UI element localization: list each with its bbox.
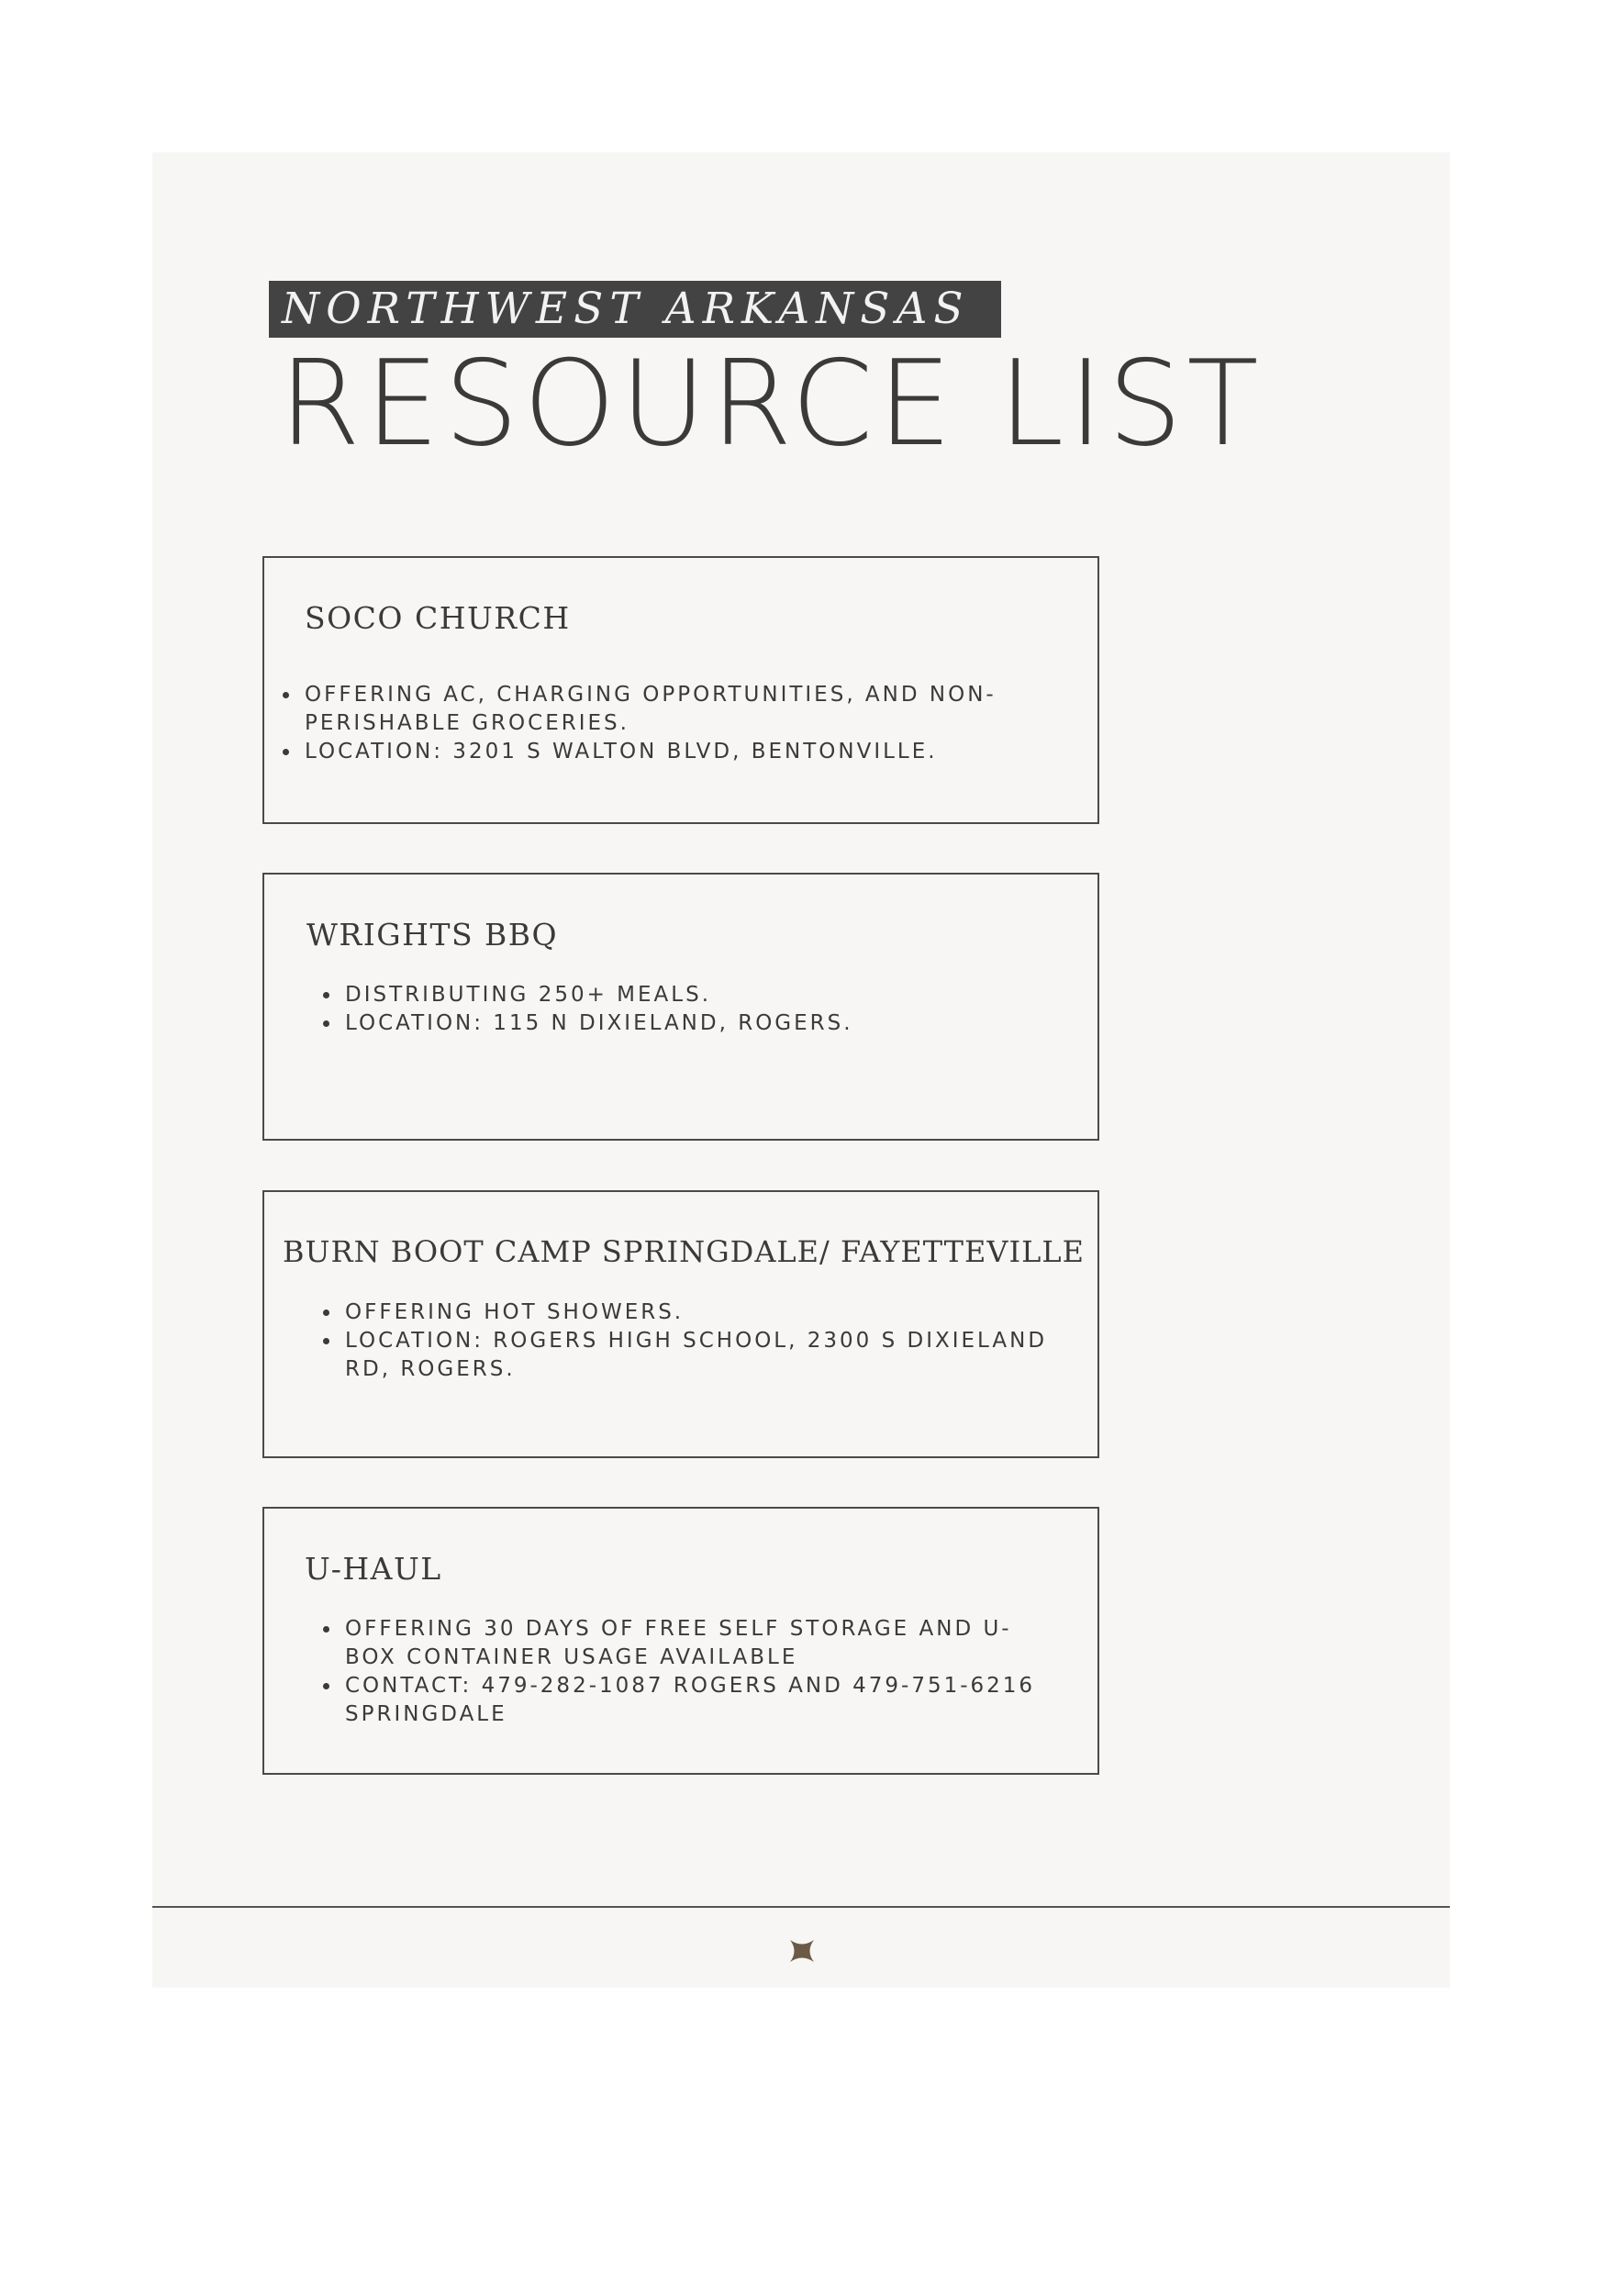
resource-name: BURN BOOT CAMP SPRINGDALE/ FAYETTEVILLE	[283, 1234, 1085, 1269]
list-item: OFFERING AC, CHARGING OPPORTUNITIES, AND NON-PERISHABLE GROCERIES.	[305, 681, 1066, 738]
list-item: LOCATION: 115 N DIXIELAND, ROGERS.	[345, 1009, 1079, 1038]
resource-name: U-HAUL	[305, 1551, 442, 1587]
list-item: LOCATION: 3201 S WALTON BLVD, BENTONVILLE.	[305, 738, 1066, 766]
resource-details	[319, 981, 1079, 1038]
list-item: CONTACT: 479-282-1087 ROGERS AND 479-751-6216 SPRINGDALE	[345, 1672, 1052, 1729]
list-item: LOCATION: ROGERS HIGH SCHOOL, 2300 S DIXIELAND RD, ROGERS.	[345, 1327, 1061, 1384]
resource-details	[319, 1615, 1052, 1729]
four-point-star-icon	[787, 1936, 817, 1966]
resource-card-u-haul	[262, 1507, 1099, 1775]
footer-divider	[152, 1906, 1450, 1908]
resource-name: WRIGHTS BBQ	[306, 917, 559, 953]
page-title: RESOURCE LIST	[279, 336, 1264, 473]
resource-card-soco-church	[262, 556, 1099, 824]
resource-card-burn-boot-camp	[262, 1190, 1099, 1458]
list-item: OFFERING 30 DAYS OF FREE SELF STORAGE AND U-BOX CONTAINER USAGE AVAILABLE	[345, 1615, 1052, 1672]
resource-details	[279, 681, 1066, 766]
region-label: NORTHWEST ARKANSAS	[269, 281, 1001, 338]
resource-details	[319, 1298, 1061, 1384]
list-item: DISTRIBUTING 250+ MEALS.	[345, 981, 1079, 1009]
resource-card-wrights-bbq	[262, 873, 1099, 1141]
resource-name: SOCO CHURCH	[305, 600, 571, 636]
list-item: OFFERING HOT SHOWERS.	[345, 1298, 1061, 1327]
